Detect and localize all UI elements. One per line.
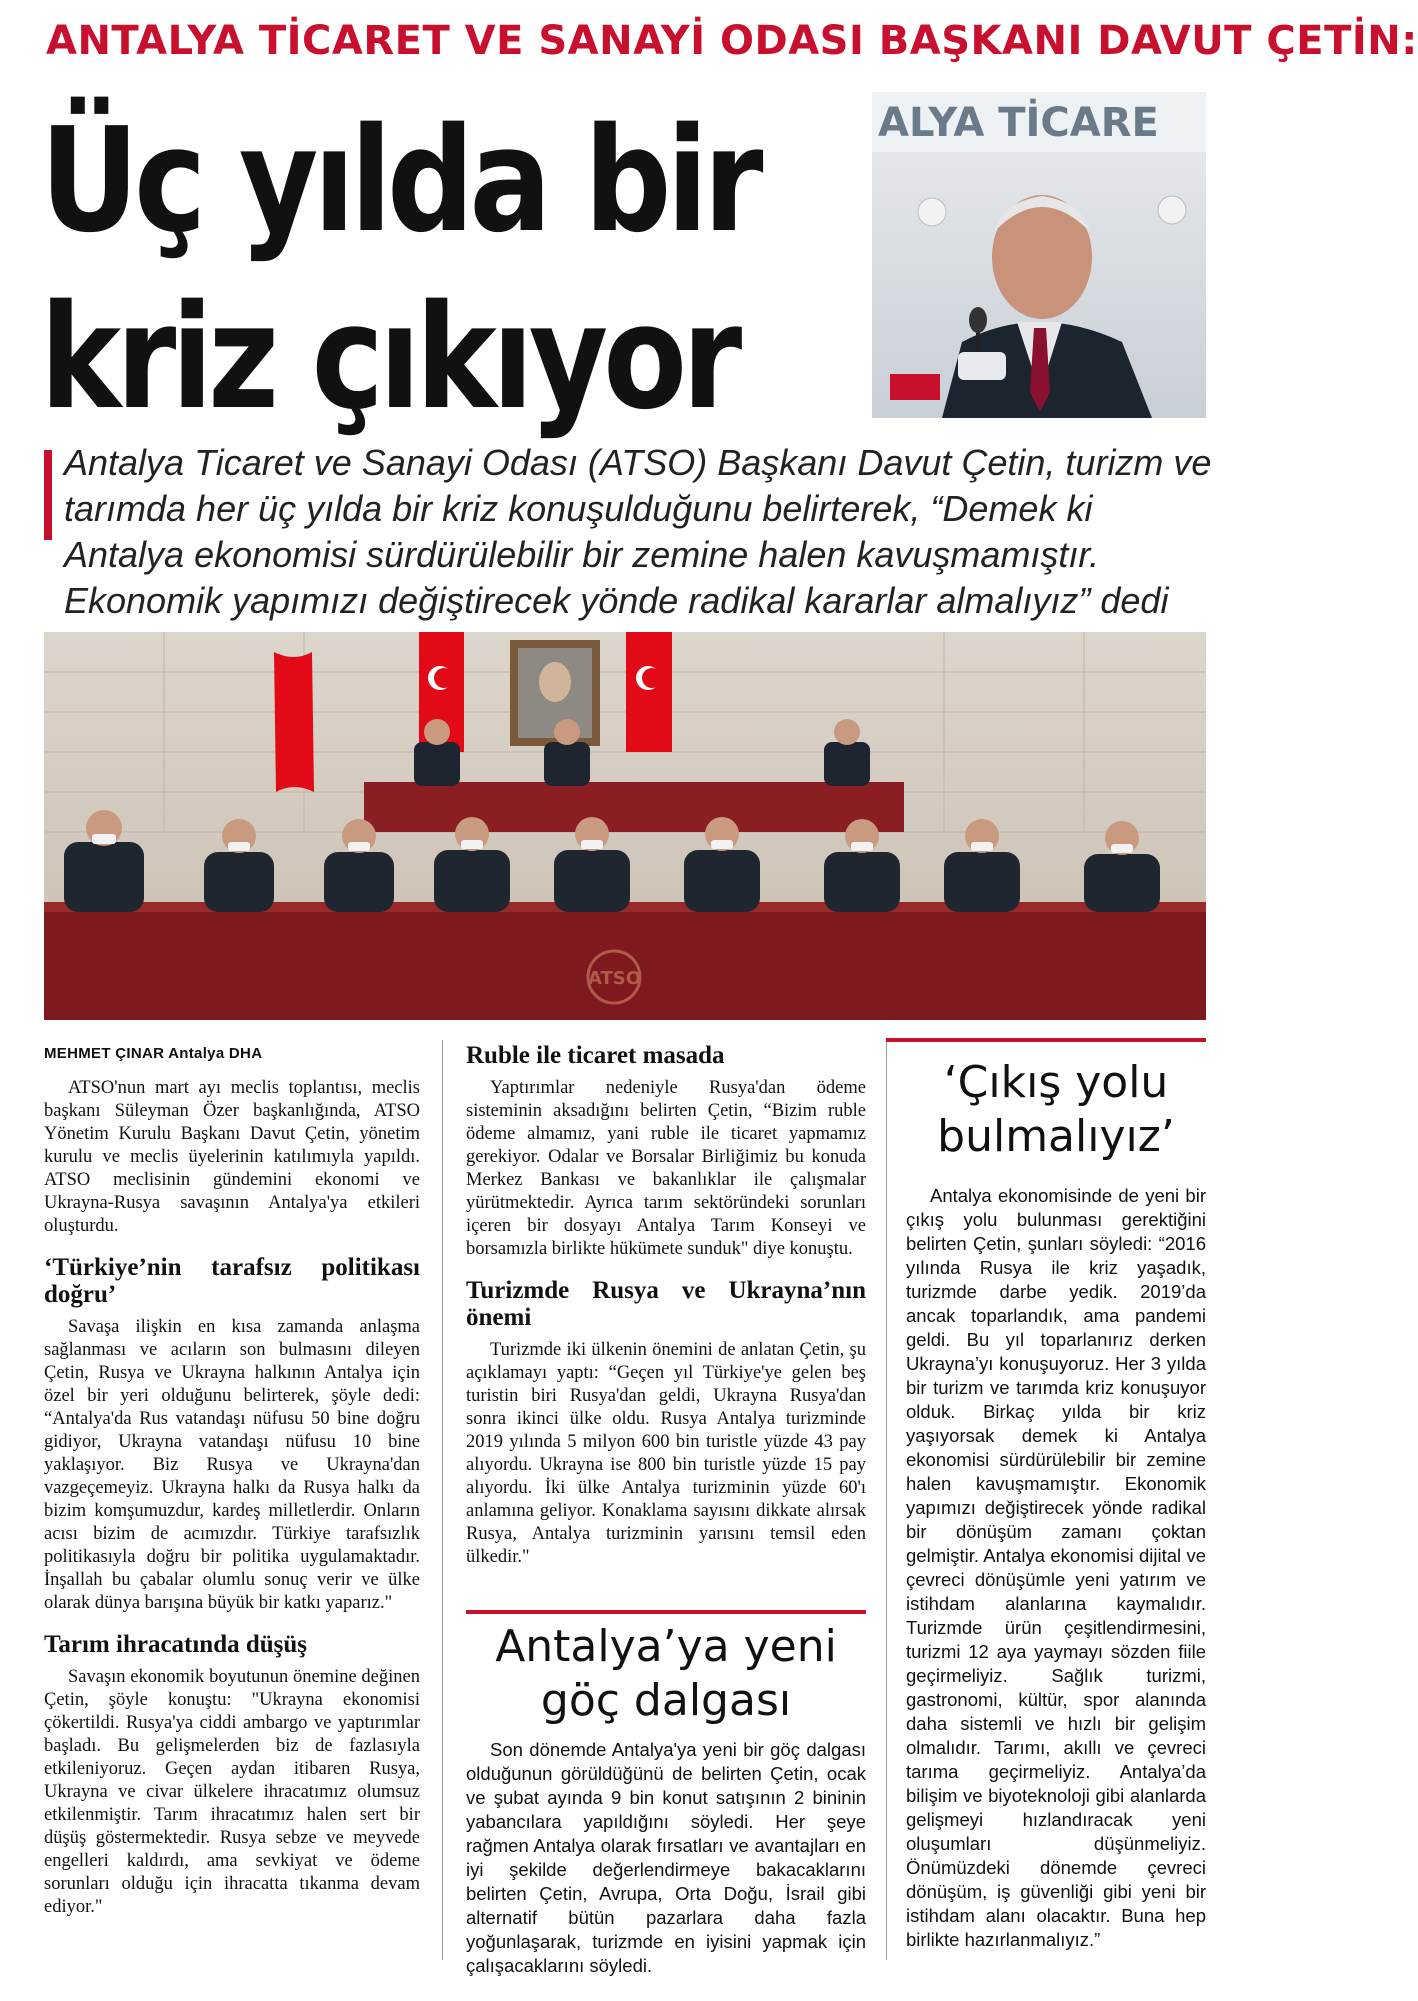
box-cikis-text: Antalya ekonomisinde de yeni bir çıkış yolu bulunması gerektiğini belirten Çetin, şunları söyledi: “2016 yılında Rusya ile kriz yaşadık, turizmde darbe yedik. 2019’da ancak toparlandık, ama pandemi geldi. Bu yıl toparlanırız derken Ukrayna’yı konuşuyoruz. Her 3 yılda bir turizm ve tarımda kriz konuşuyor olduk. Birkaç yılda bir kriz yaşıyorsak demek ki Antalya ekonomisi sürdürülebilir bir zemine halen kavuşmamıştır. Ekonomik yapımızı değiştirecek yönde radikal bir dönüşüm zamanı çoktan gelmiştir. Antalya ekonomisi dijital ve çevreci dönüşümle yeni yatırım ve istihdam alanlarına kaymalıdır. Turizmde ürün çeşitlendirmesini, turizmi 12 aya yaymayı sözden fiile geçirmeliyiz. Sağlık turizmi, gastronomi, kültür, spor alanında daha sistemli ve hızlı bir gelişim olmalıdır. Tarımı, akıllı ve çevreci tarıma geçirmeliyiz. Antalya’da bilişim ve biyoteknoloji gibi alanlarda gelişmeyi hızlandıracak yeni oluşumları düşünmeliyiz. Önümüzdeki dönemde çevreci dönüşüm, iş güvenliği gibi yeni bir istihdam alanı olacaktır. Buna hep birlikte hazırlanmalıyız.” (906, 1185, 1206, 1950)
headline-line-1: Üç yılda bir (40, 96, 759, 265)
subheading-tarafsiz-politika: ‘Türkiye’nin tarafsız politikası doğru’ (44, 1254, 420, 1308)
kicker: ANTALYA TİCARET VE SANAYİ ODASI BAŞKANI DAVUT ÇETİN: (46, 18, 1418, 64)
box-goc-title: Antalya’ya yeni göç dalgası (495, 1621, 837, 1726)
headline (40, 92, 860, 446)
portrait-photo (872, 92, 1206, 418)
subheading-tarim-ihracati: Tarım ihracatında düşüş (44, 1631, 308, 1658)
portrait-banner-text: ALYA TİCARE (878, 100, 1159, 146)
box-cikis-top-rule (886, 1038, 1206, 1042)
paragraph-tarim-ihracati: Savaşın ekonomik boyutunun önemine değinen Çetin, şöyle konuştu: "Ukrayna ekonomisi çökertildi. Rusya'ya ciddi ambargo ve yaptırımlar başladı. Bu gelişmelerden biz de fazlasıyla etkileniyoruz. Geçen aydan itibaren Rusya, Ukrayna ve civar ülkelere ihracatımız olumsuz etkilenmiştir. Tarım ihracatımız halen sert bir düşüş göstermektedir. Rusya sebze ve meyvede engelleri kaldırdı, ama sevkiyat ve ödeme sorunları olduğu için ihracatta tıkanma devam ediyor." (44, 1667, 420, 1917)
subheading-turizm-onemi: Turizmde Rusya ve Ukrayna’nın önemi (466, 1277, 866, 1331)
spot-accent-bar (44, 450, 52, 540)
headline-line-2: kriz çıkıyor (40, 273, 738, 442)
paragraph-ruble-ticaret: Yaptırımlar nedeniyle Rusya'dan ödeme sisteminin aksadığını belirten Çetin, “Bizim ruble ödeme almamız, yani ruble ile ticaret yapmamız gerekiyor. Odalar ve Borsalar Birliğimiz bu konuda Merkez Bankası ve bakanlıklar ile çalışmalar yürütmektedir. Ayrıca tarım sektöründeki sorunları içeren bir dosyayı Antalya Tarım Konseyi ve borsamızla birlikte hükümete sunduk" diye konuştu. (466, 1078, 866, 1259)
column-divider-2 (886, 1040, 887, 1960)
column-1 (44, 1042, 420, 1919)
byline: MEHMET ÇINAR Antalya DHA (44, 1045, 263, 1062)
meeting-photo-logo: ATSO (588, 968, 642, 989)
subheading-ruble-ticaret: Ruble ile ticaret masada (466, 1042, 725, 1069)
intro-paragraph: ATSO'nun mart ayı meclis toplantısı, meclis başkanı Süleyman Özer başkanlığında, ATSO Yönetim Kurulu Başkanı Davut Çetin, yönetim kurulu ve meclis üyelerinin katılımıyla yapıldı. ATSO meclisinin gündemini ekonomi ve Ukrayna-Rusya savaşının Antalya'ya etkileri oluşturdu. (44, 1078, 420, 1236)
box-goc-top-rule (466, 1610, 866, 1614)
paragraph-turizm-onemi: Turizmde iki ülkenin önemini de anlatan Çetin, şu açıklamayı yaptı: “Geçen yıl Türkiye'ye gelen beş turistin biri Rusya'dan geldi, Ukrayna Rusya'dan sonra ikinci ülke oldu. Rusya Antalya turizminde 2019 yılında 5 milyon 600 bin turistle yüzde 43 pay alıyordu. Ukrayna ise 800 bin turistle yüzde 15 pay alıyordu. İki ülke Antalya turizminin yüzde 60'ı anlamına geliyor. Konaklama sayısını dikkate alırsak Rusya, Antalya turizminin yarısını temsil eden ülkedir." (466, 1340, 866, 1567)
box-cikis-title: ‘Çıkış yolu bulmalıyız’ (937, 1057, 1175, 1162)
paragraph-tarafsiz-politika: Savaşa ilişkin en kısa zamanda anlaşma sağlanması ve acıların son bulmasını dileyen Çetin, Rusya ve Ukrayna halkının Antalya için özel bir yeri olduğunu belirterek, şöyle dedi: “Antalya'da Rus vatandaşı nüfusu 50 bine doğru gidiyor, Ukrayna vatandaşı nüfusu 10 bine yaklaşıyor. Biz Rusya ve Ukrayna'dan vazgeçemeyiz. Ukrayna halkı da Rusya halkı da bizim komşumuzdur, kardeş milletlerdir. Onların acısı bizim de acımızdır. Türkiye tarafsızlık politikasıyla doğru bir politika uygulamaktadır. İnşallah bu çabalar olumlu sonuç verir ve ülke olarak dünya barışına büyük bir katkı yaparız." (44, 1317, 420, 1613)
meeting-photo (44, 632, 1206, 1020)
box-goc (466, 1620, 866, 1978)
spot-text: Antalya Ticaret ve Sanayi Odası (ATSO) Başkanı Davut Çetin, turizm ve tarımda her üç yılda bir kriz konuşulduğunu belirterek, “Demek ki Antalya ekonomisi sürdürülebilir bir zemine halen kavuşmamıştır. Ekonomik yapımızı değiştirecek yönde radikal kararlar almalıyız” dedi (64, 442, 1212, 621)
column-divider-1 (442, 1040, 443, 1960)
box-goc-text: Son dönemde Antalya'ya yeni bir göç dalgası olduğunun görüldüğünü de belirten Çetin, ocak ve şubat ayında 9 bin konut satışının 2 bininin yabancılara yapıldığını söyledi. Her şeye rağmen Antalya olarak fırsatları ve avantajları en iyi şekilde değerlendirmeye bakacaklarını belirten Çetin, Avrupa, Orta Doğu, İsrail gibi alternatif bütün pazarlara daha fazla yoğunlaşarak, turizmde en iyisini yapmak için çalışacaklarını söyledi. (466, 1739, 866, 1976)
box-cikis (906, 1056, 1206, 1952)
column-2 (466, 1042, 866, 1569)
